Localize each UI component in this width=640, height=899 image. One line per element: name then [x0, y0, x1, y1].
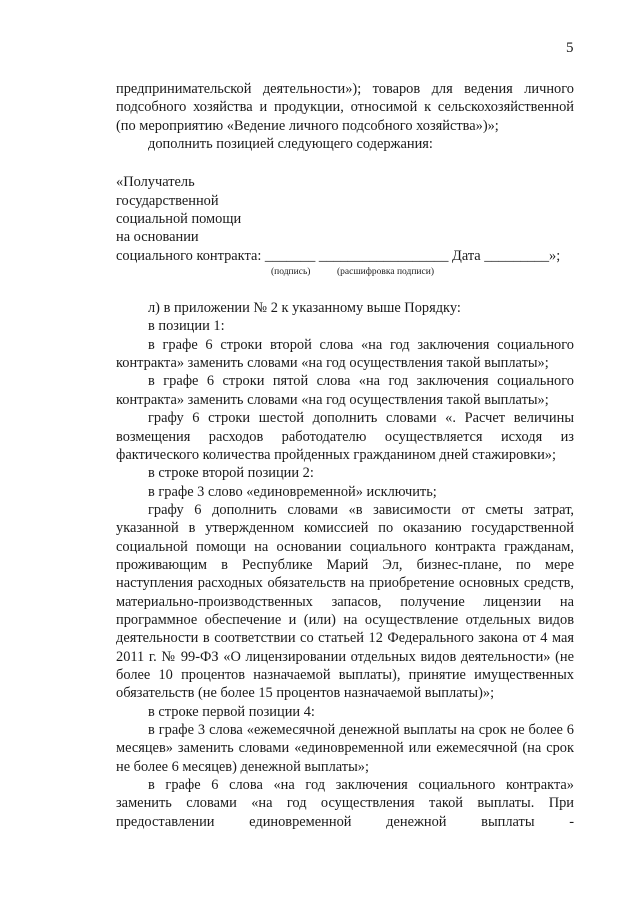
paragraph: дополнить позицией следующего содержания:	[148, 136, 433, 153]
paragraph: в графе 6 строки второй слова «на год заключения социального контракта» заменить словами «на год осуществления такой выплаты»;	[116, 336, 574, 372]
signature-block	[116, 173, 574, 283]
paragraph: в графе 3 слова «ежемесячной денежной выплаты на срок не более 6 месяцев» заменить словами «единовременной или ежемесячной (на срок не более 6 месяцев) денежной выплаты»;	[116, 722, 574, 775]
paragraph: в графе 3 слово «единовременной» исключить;	[148, 483, 437, 500]
page-number: 5	[566, 40, 574, 56]
signature-line: социальной помощи	[116, 211, 242, 228]
signature-line: государственной	[116, 192, 219, 209]
document-body	[116, 80, 574, 831]
signature-line: на основании	[116, 229, 199, 246]
paragraph: в графе 6 слова «на год заключения социального контракта» заменить словами «на год осуществления такой выплаты. При предоставлении единовременной денежной выплаты -	[116, 777, 574, 830]
signature-captions	[116, 265, 574, 283]
paragraph: предпринимательской деятельности»); товаров для ведения личного подсобного хозяйства и продукции, относимой к сельскохозяйственной (по мероприятию «Ведение личного подсобного хозяйства»)»;	[116, 81, 574, 134]
contract-signature-line: социального контракта: _______ __________________ Дата _________»;	[116, 247, 561, 264]
caption-signature: (подпись)	[271, 267, 311, 278]
paragraph: в строке первой позиции 4:	[148, 703, 315, 720]
paragraph: в строке второй позиции 2:	[148, 465, 314, 482]
paragraph: графу 6 дополнить словами «в зависимости от сметы затрат, указанной в утвержденном комиссией по оказанию государственной социальной помощи на основании социального контракта гражданам, проживающим в Республике Марий Эл, бизнес-плане, по мере наступления расходных обязательств на приобретение основных средств, материально-производственных запасов, получение лицензии на программное обеспечение и (или) на осуществление отдельных видов деятельности в соответствии со статьей 12 Федерального закона от 4 мая 2011 г. № 99-ФЗ «О лицензировании отдельных видов деятельности» (не более 10 процентов назначаемой выплаты), принятие имущественных обязательств (не более 15 процентов назначаемой выплаты)»;	[116, 501, 574, 702]
paragraph: в графе 6 строки пятой слова «на год заключения социального контракта» заменить словами «на год осуществления такой выплаты»;	[116, 373, 574, 408]
signature-line: «Получатель	[116, 174, 195, 191]
paragraph: графу 6 строки шестой дополнить словами «. Расчет величины возмещения расходов работодателю осуществляется исходя из фактического количества пройденных гражданином дней стажировки»;	[116, 410, 574, 463]
paragraph: л) в приложении № 2 к указанному выше Порядку:	[148, 300, 461, 317]
caption-decoding: (расшифровка подписи)	[337, 267, 434, 278]
paragraph: в позиции 1:	[148, 318, 225, 335]
